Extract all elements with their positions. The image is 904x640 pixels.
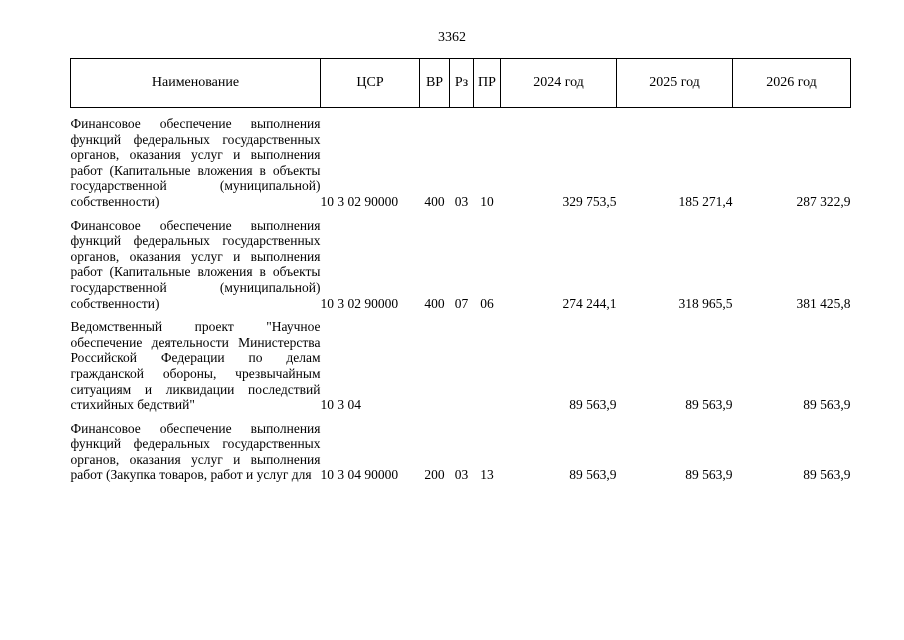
- row-name: Финансовое обеспечение выполнения функций федеральных государственных органов, оказания услуг и выполнения работ (Капитальные вложения в объекты государственной (муниципальной) собственности): [70, 116, 321, 209]
- row-rz: 03: [454, 467, 469, 483]
- row-2026: 89 563,9: [803, 467, 851, 483]
- row-csr: 10 3 04 90000: [320, 467, 399, 483]
- row-vr: 400: [424, 193, 445, 209]
- table-row: [71, 116, 851, 210]
- row-2026: 89 563,9: [803, 397, 851, 413]
- row-csr: 10 3 02 90000: [320, 193, 399, 209]
- header-name: Наименование: [71, 59, 321, 108]
- header-2025: 2025 год: [617, 59, 733, 108]
- row-name: Ведомственный проект "Научное обеспечение деятельности Министерства Российской Федерации по делам гражданской обороны, чрезвычайным ситуациям и ликвидации последствий стихийных бедствий": [70, 319, 321, 413]
- row-2024: 89 563,9: [569, 397, 617, 413]
- row-2025: 89 563,9: [685, 467, 733, 483]
- row-2024: 89 563,9: [569, 467, 617, 483]
- row-pr: 10: [480, 193, 494, 209]
- table-row: [71, 421, 851, 483]
- header-vr: ВР: [420, 59, 450, 108]
- row-rz: 07: [454, 295, 469, 311]
- row-2026: 381 425,8: [796, 295, 851, 311]
- row-csr: 10 3 04: [320, 397, 361, 413]
- row-pr: [474, 319, 501, 413]
- row-vr: 400: [424, 295, 445, 311]
- row-name: Финансовое обеспечение выполнения функций федеральных государственных органов, оказания услуг и выполнения работ (Капитальные вложения в объекты государственной (муниципальной) собственности): [70, 217, 321, 311]
- header-csr: ЦСР: [321, 59, 420, 108]
- table-row: [71, 319, 851, 413]
- row-rz: 03: [454, 193, 469, 209]
- header-2026: 2026 год: [733, 59, 851, 108]
- row-vr: [420, 319, 450, 413]
- row-2024: 274 244,1: [562, 295, 617, 311]
- row-rz: [450, 319, 474, 413]
- page-number: 3362: [438, 30, 466, 45]
- row-2025: 318 965,5: [678, 295, 733, 311]
- header-pr: ПР: [474, 59, 501, 108]
- row-2025: 185 271,4: [678, 193, 733, 209]
- row-name: Финансовое обеспечение выполнения функций федеральных государственных органов, оказания услуг и выполнения работ (Закупка товаров, работ и услуг для: [70, 420, 321, 483]
- row-2025: 89 563,9: [685, 397, 733, 413]
- row-pr: 13: [480, 467, 494, 483]
- row-csr: 10 3 02 90000: [320, 295, 399, 311]
- row-2026: 287 322,9: [796, 193, 851, 209]
- row-pr: 06: [480, 295, 494, 311]
- table-header-row: [71, 59, 851, 108]
- budget-table: [70, 58, 851, 483]
- header-2024: 2024 год: [501, 59, 617, 108]
- table-row: [71, 218, 851, 312]
- header-rz: Рз: [450, 59, 474, 108]
- row-vr: 200: [424, 467, 445, 483]
- row-2024: 329 753,5: [562, 193, 617, 209]
